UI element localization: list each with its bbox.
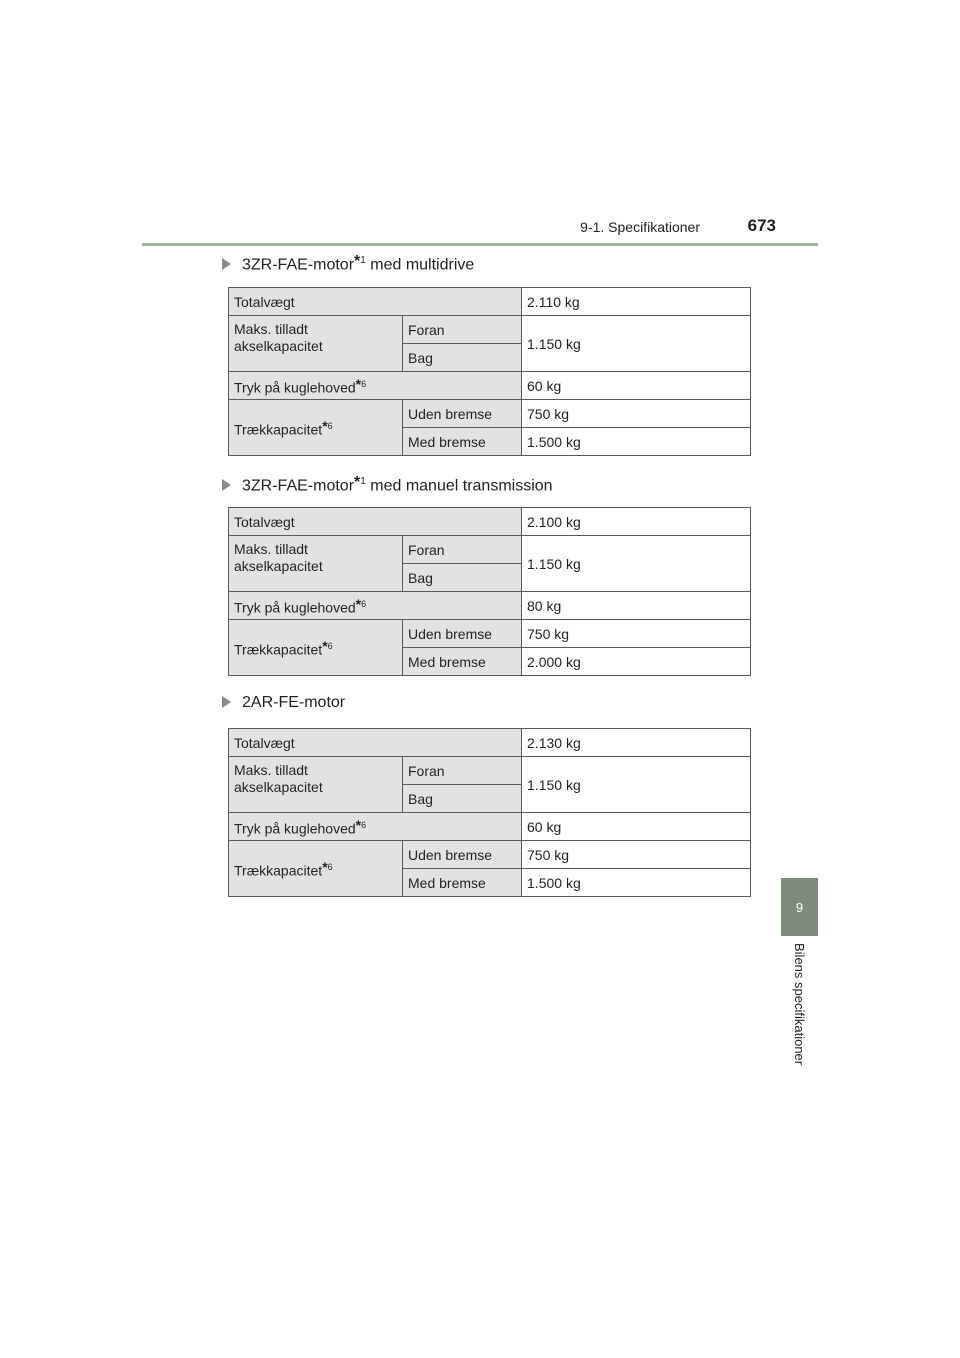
table-row bbox=[229, 536, 751, 564]
table-cell-value: 1.500 kg bbox=[522, 428, 751, 456]
table-cell-label: Med bremse bbox=[403, 869, 522, 897]
header-section-title: 9-1. Specifikationer bbox=[580, 219, 700, 235]
table-row bbox=[229, 841, 751, 869]
table-cell-label: Uden bremse bbox=[403, 620, 522, 648]
footnote-ref: *6 bbox=[322, 858, 333, 875]
triangle-bullet-icon bbox=[222, 479, 231, 491]
table-cell-label: Uden bremse bbox=[403, 400, 522, 428]
section-heading-3 bbox=[222, 694, 345, 712]
table-row bbox=[229, 813, 751, 841]
table-cell-label: Foran bbox=[403, 757, 522, 785]
table-cell-label: Maks. tilladt akselkapacitet bbox=[229, 316, 403, 372]
table-cell-label: Bag bbox=[403, 344, 522, 372]
footnote-ref: *6 bbox=[355, 375, 367, 392]
chapter-label: Bilens specifikationer bbox=[792, 943, 807, 1066]
table-cell-label: Trækkapacitet$^{*6}$ bbox=[229, 620, 403, 676]
table-cell-label: Maks. tilladt akselkapacitet bbox=[229, 757, 403, 813]
table-cell-value: 1.150 kg bbox=[522, 316, 751, 372]
table-cell-label: Trækkapacitet$^{*6}$ bbox=[229, 841, 403, 897]
table-cell-label: Trækkapacitet$^{*6}$ bbox=[229, 400, 403, 456]
table-cell-value: 80 kg bbox=[522, 592, 751, 620]
table-cell-label: Tryk på kuglehoved$^{*6}$ bbox=[229, 592, 522, 620]
table-cell-value: 2.130 kg bbox=[522, 729, 751, 757]
section-heading-2 bbox=[222, 474, 553, 495]
table-cell-value: 1.150 kg bbox=[522, 536, 751, 592]
spec-table-3 bbox=[228, 728, 751, 897]
section-heading-suffix: med manuel transmission bbox=[365, 477, 553, 495]
table-cell-value: 2.000 kg bbox=[522, 648, 751, 676]
table-row bbox=[229, 372, 751, 400]
table-cell-label: Totalvægt bbox=[229, 729, 522, 757]
table-cell-label: Uden bremse bbox=[403, 841, 522, 869]
table-cell-label: Tryk på kuglehoved$^{*6}$ bbox=[229, 372, 522, 400]
table-row bbox=[229, 757, 751, 785]
header-divider bbox=[142, 243, 818, 246]
table-cell-value: 2.110 kg bbox=[522, 288, 751, 316]
section-heading-text: 2AR-FE-motor bbox=[242, 694, 346, 711]
table-cell-value: 2.100 kg bbox=[522, 508, 751, 536]
table-cell-label: Totalvægt bbox=[229, 288, 522, 316]
table-cell-label: Bag bbox=[403, 785, 522, 813]
triangle-bullet-icon bbox=[222, 258, 231, 270]
table-cell-label: Totalvægt bbox=[229, 508, 522, 536]
table-row bbox=[229, 508, 751, 536]
footnote-ref: *6 bbox=[355, 595, 367, 612]
table-row bbox=[229, 729, 751, 757]
table-cell-value: 750 kg bbox=[522, 620, 751, 648]
chapter-tab bbox=[781, 878, 818, 936]
table-row bbox=[229, 400, 751, 428]
chapter-number: 9 bbox=[795, 899, 804, 915]
table-cell-value: 750 kg bbox=[522, 400, 751, 428]
section-heading-text: 3ZR-FAE-motor bbox=[242, 477, 355, 495]
table-cell-label: Bag bbox=[403, 564, 522, 592]
table-cell-value: 60 kg bbox=[522, 372, 751, 400]
section-heading-text: 3ZR-FAE-motor bbox=[242, 256, 355, 274]
footnote-ref: *1 bbox=[354, 474, 366, 491]
triangle-bullet-icon bbox=[222, 696, 231, 708]
table-cell-label: Foran bbox=[403, 316, 522, 344]
footnote-ref: *6 bbox=[322, 417, 333, 434]
section-heading-1 bbox=[222, 253, 474, 274]
footnote-ref: *6 bbox=[322, 637, 333, 654]
section-heading-suffix: med multidrive bbox=[365, 256, 475, 274]
table-cell-value: 1.150 kg bbox=[522, 757, 751, 813]
table-cell-label: Foran bbox=[403, 536, 522, 564]
table-cell-label: Tryk på kuglehoved$^{*6}$ bbox=[229, 813, 522, 841]
footnote-ref: *1 bbox=[354, 253, 366, 270]
table-row bbox=[229, 288, 751, 316]
table-row bbox=[229, 316, 751, 344]
footnote-ref: *6 bbox=[355, 816, 367, 833]
table-cell-label: Med bremse bbox=[403, 648, 522, 676]
table-row bbox=[229, 620, 751, 648]
table-cell-value: 750 kg bbox=[522, 841, 751, 869]
table-cell-value: 60 kg bbox=[522, 813, 751, 841]
table-cell-label: Med bremse bbox=[403, 428, 522, 456]
table-cell-value: 1.500 kg bbox=[522, 869, 751, 897]
spec-table-2 bbox=[228, 507, 751, 676]
spec-table-1 bbox=[228, 287, 751, 456]
table-row bbox=[229, 592, 751, 620]
page-number: 673 bbox=[747, 216, 776, 235]
table-cell-label: Maks. tilladt akselkapacitet bbox=[229, 536, 403, 592]
